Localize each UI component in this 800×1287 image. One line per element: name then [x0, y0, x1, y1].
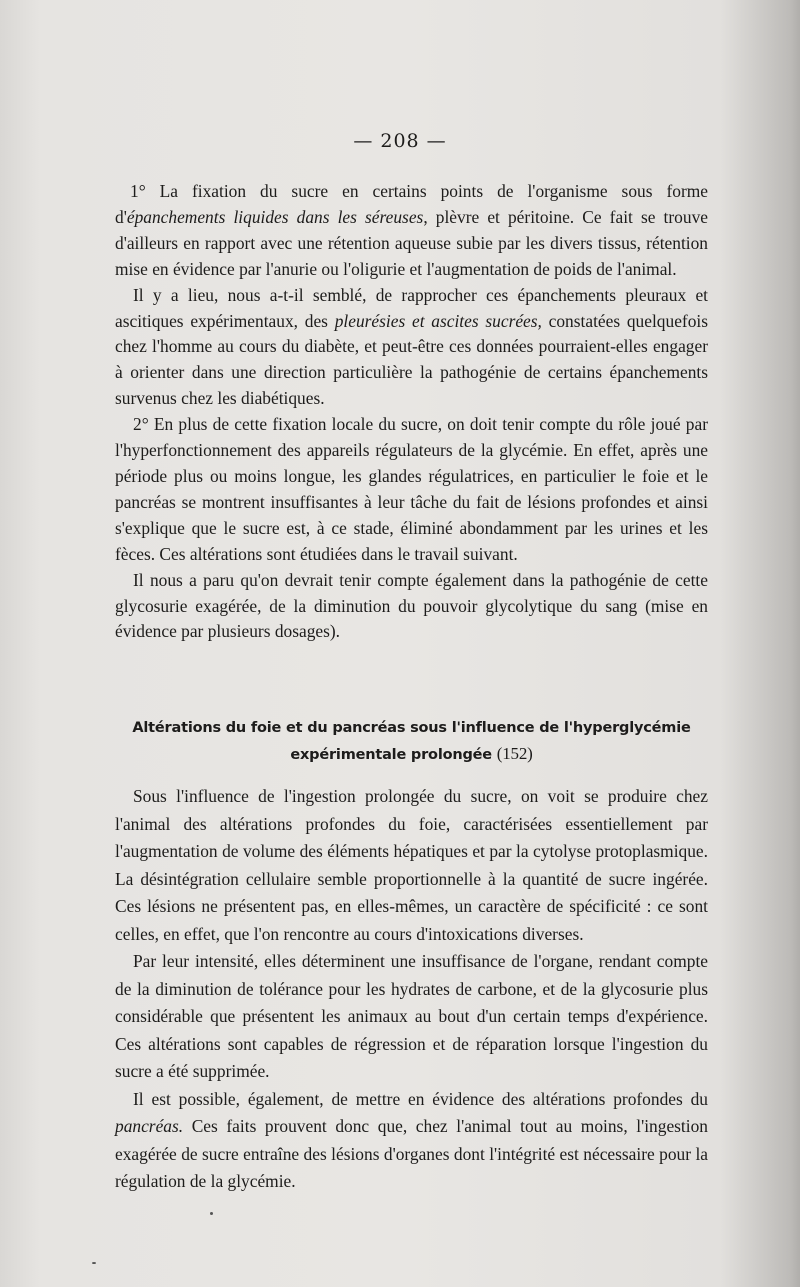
paragraph: Sous l'influence de l'ingestion prolongée du sucre, on voit se produire chez l'animal des altérations profondes du foie, caractérisées essentiellement par l'augmentation de volume des éléments hépatiques et par la cytolyse protoplasmique. La désintégration cellulaire semble proportionnelle à la quantité de sucre ingérée. Ces lésions ne présentent pas, en elles-mêmes, un caractère de spécificité : ce sont celles, en effet, que l'on rencontre au cours d'intoxications diverses.	[115, 786, 708, 944]
text-run: Il y a lieu, nous a-t-il semblé, de rapprocher ces épanchements pleuraux et ascitiques expérimentaux, des	[115, 284, 708, 331]
heading-line: Altérations du foie et du pancréas sous l'influence de l'hyperglycémie	[132, 720, 691, 736]
reference-number: (152)	[496, 744, 533, 763]
heading-text: expérimentale prolongée	[290, 747, 492, 763]
heading-line	[115, 741, 708, 768]
text-run: , plèvre et péritoine. Ce fait se trouve d'ailleurs en rapport avec une rétention aqueuse subie par les divers tissus, rétention mise en évidence par l'anurie ou l'oligurie et l'augmentation de poids de l'animal.	[115, 206, 708, 279]
text-run: 1° La fixation du sucre en certains points de l'organisme sous forme d'	[115, 181, 708, 227]
text-run: constatées quelquefois chez l'homme au cours du diabète, et peut-être ces données pourraient-elles engager à orienter dans une direction particulière la pathogénie de certains épanchements survenus chez les diabétiques.	[115, 310, 709, 409]
text-block-top	[115, 179, 708, 645]
paragraph	[115, 283, 708, 413]
paragraph	[115, 1086, 708, 1196]
text-run: Ces faits prouvent donc que, chez l'animal tout au moins, l'ingestion exagérée de sucre entraîne des lésions d'organes dont l'intégrité est nécessaire pour la régulation de la glycémie.	[115, 1116, 708, 1191]
italic-text: épanchements liquides dans les séreuses	[126, 206, 424, 227]
page-number: — 208 —	[353, 130, 447, 152]
paragraph: Par leur intensité, elles déterminent une insuffisance de l'organe, rendant compte de la diminution de tolérance pour les hydrates de carbone, et de la glycosurie plus considérable que présentent les animaux au bout d'un certain temps d'expérience. Ces altérations sont capables de régression et de réparation lorsque l'ingestion du sucre a été supprimée.	[115, 951, 708, 1081]
paragraph: 2° En plus de cette fixation locale du sucre, on doit tenir compte du rôle joué par l'hyperfonctionnement des appareils régulateurs de la glycémie. En effet, après une période plus ou moins longue, les glandes régulatrices, en particulier le foie et le pancréas se montrent insuffisantes à leur tâche du fait de lésions profondes et ainsi s'explique que le sucre est, à ce stade, éliminé abondamment par les urines et les fèces. Ces altérations sont étudiées dans le travail suivant.	[115, 414, 708, 564]
text-run: Il est possible, également, de mettre en évidence des altérations profondes du	[133, 1088, 708, 1109]
text-block-bottom	[115, 783, 708, 1196]
paragraph	[115, 179, 708, 283]
paper-speck	[210, 1212, 213, 1215]
paper-speck	[92, 1262, 96, 1264]
italic-text: pancréas.	[115, 1116, 184, 1136]
italic-text: pleurésies et ascites sucrées,	[334, 310, 542, 331]
paragraph: Il nous a paru qu'on devrait tenir compte également dans la pathogénie de cette glycosurie exagérée, de la diminution du pouvoir glycolytique du sang (mise en évidence par plusieurs dosages).	[115, 569, 708, 642]
section-heading	[115, 716, 708, 768]
